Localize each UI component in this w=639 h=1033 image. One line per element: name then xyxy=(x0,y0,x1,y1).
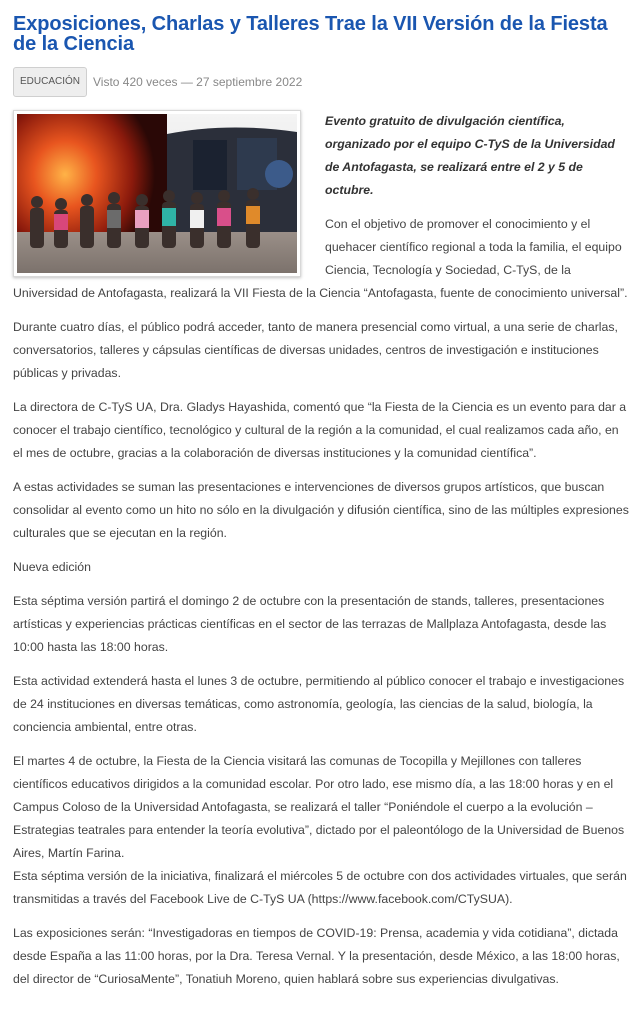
lead-paragraph: Evento gratuito de divulgación científica, organizado por el equipo C-TyS de la Universidad de Antofagasta, se realizará entre el 2 y 5 de octubre. xyxy=(325,114,615,197)
article-meta xyxy=(13,66,629,98)
body-paragraph-5: Esta séptima versión partirá el domingo 2 de octubre con la presentación de stands, talleres, presentaciones artísticas y experiencias prácticas científicas en el sector de las terrazas de Mallplaza Antofagasta, desde las 10:00 hasta las 18:00 horas. xyxy=(13,594,607,654)
article-body xyxy=(13,110,629,991)
section-heading: Nueva edición xyxy=(13,560,91,574)
body-paragraph-2: Durante cuatro días, el público podrá acceder, tanto de manera presencial como virtual, a una serie de charlas, conversatorios, talleres y cápsulas científicas de diversas unidades, centros de investigación e instituciones públicas y privadas. xyxy=(13,320,618,380)
views-and-date: Visto 420 veces — 27 septiembre 2022 xyxy=(93,75,303,89)
article-image xyxy=(13,110,301,277)
body-paragraph-7 xyxy=(13,750,629,911)
body-paragraph-1: Con el objetivo de promover el conocimiento y el quehacer científico regional a toda la familia, el equipo Ciencia, Tecnología y Sociedad, C-TyS, de la Universidad de Antofagasta, realizará la VII Fiesta de la Ciencia “Antofagasta, fuente de conocimiento universal”. xyxy=(13,217,628,300)
body-paragraph-8: Las exposiciones serán: “Investigadoras en tiempos de COVID-19: Prensa, academia y vida cotidiana”, dictada desde España a las 11:00 horas, por la Dra. Teresa Vernal. Y la presentación, desde México, a las 18:00 horas, del director de “CuriosaMente”, Tonatiuh Moreno, quien hablará sobre sus experiencias divulgativas. xyxy=(13,926,620,986)
category-badge[interactable]: EDUCACIÓN xyxy=(13,67,87,97)
body-paragraph-4: A estas actividades se suman las presentaciones e intervenciones de diversos grupos artísticos, que buscan consolidar al evento como un hito no sólo en la divulgación y difusión científica, sino de las múltiples expresiones culturales que se ejecutan en la región. xyxy=(13,480,629,540)
body-paragraph-7-line-1: El martes 4 de octubre, la Fiesta de la Ciencia visitará las comunas de Tocopilla y Mejillones con talleres científicos educativos dirigidos a la comunidad escolar. Por otro lado, ese mismo día, a las 18:00 horas y en el Campus Coloso de la Universidad Antofagasta, se realizará el taller “Poniéndole el cuerpo a la evolución – Estrategias teatrales para entender la teoría evolutiva”, dictado por el paleontólogo de la Universidad de Buenos Aires, Martín Farina. xyxy=(13,754,625,860)
article-title[interactable]: Exposiciones, Charlas y Talleres Trae la VII Versión de la Fiesta de la Ciencia xyxy=(13,13,608,55)
body-paragraph-7-line-2: Esta séptima versión de la iniciativa, finalizará el miércoles 5 de octubre con dos actividades virtuales, que serán transmitidas a través del Facebook Live de C-TyS UA (https://www.facebook.com/CTySUA). xyxy=(13,869,627,906)
body-paragraph-6: Esta actividad extenderá hasta el lunes 3 de octubre, permitiendo al público conocer el trabajo e investigaciones de 24 instituciones en diversas temáticas, como astronomía, geología, las ciencias de la salud, biología, la conciencia ambiental, entre otras. xyxy=(13,674,625,734)
exhibition-photo-icon xyxy=(17,114,297,273)
body-paragraph-3: La directora de C-TyS UA, Dra. Gladys Hayashida, comentó que “la Fiesta de la Ciencia es un evento para dar a conocer el trabajo científico, tecnológico y cultural de la región a la comunidad, el cual realizamos cada año, en el mes de octubre, gracias a la colaboración de diversas instituciones y la comunidad científica”. xyxy=(13,400,627,460)
